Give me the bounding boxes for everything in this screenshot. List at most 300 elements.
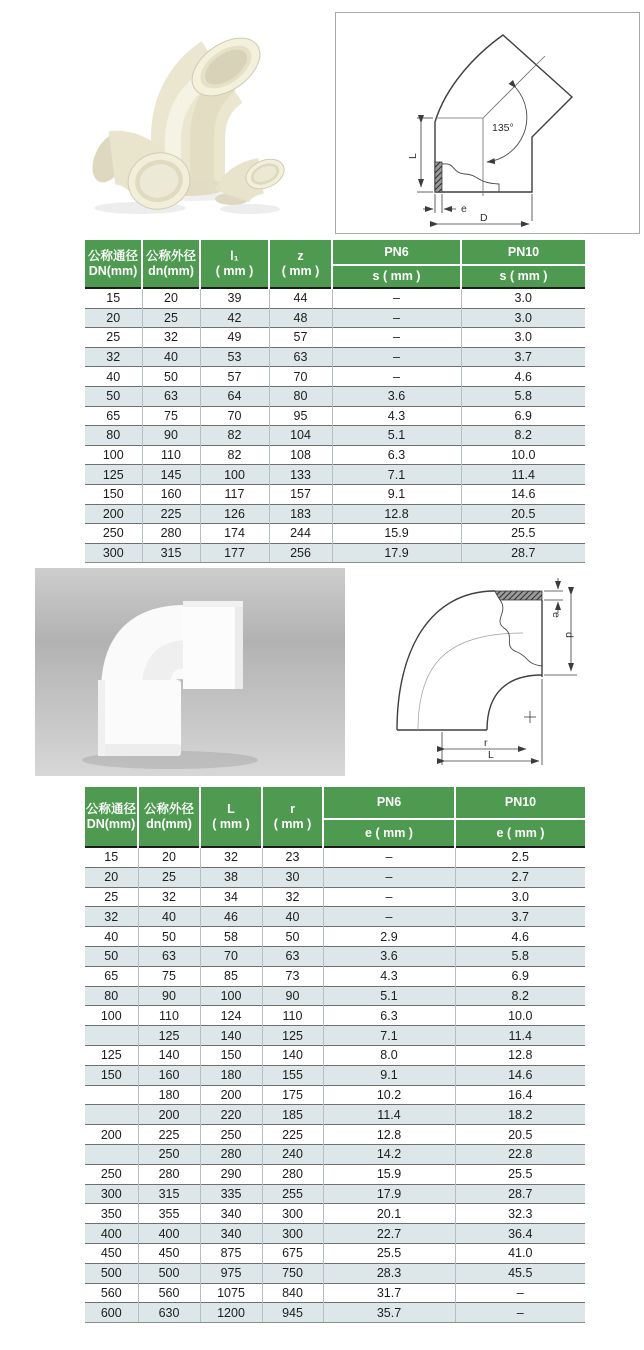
table-cell: – [332,367,461,387]
table-cell: 200 [138,1105,200,1125]
table-cell: 200 [85,504,142,524]
table-cell: 25 [138,867,200,887]
elbow-90-diagram [390,565,640,775]
dim-label-e: e [550,612,562,618]
table-cell: 34 [200,887,262,907]
table-row [85,1045,585,1065]
table-cell: 150 [200,1045,262,1065]
table-cell: 15.9 [323,1164,455,1184]
table-cell: 200 [200,1085,262,1105]
table-cell: 126 [200,504,269,524]
table-cell: 63 [269,347,332,367]
table-cell: 11.4 [461,465,585,485]
col-header-pn10: PN10 [461,240,585,265]
table-cell: 32 [85,907,138,927]
header-line: r [290,801,295,816]
table-cell: 500 [85,1263,138,1283]
table-cell: – [332,347,461,367]
table-cell: 150 [85,484,142,504]
header-line: DN(mm) [86,816,136,831]
table-cell: 240 [262,1144,323,1164]
table-cell: – [332,288,461,308]
table-cell: 355 [138,1204,200,1224]
table-cell: – [332,308,461,328]
table-cell: 133 [269,465,332,485]
table-cell: 32 [138,887,200,907]
table-cell: 600 [85,1303,138,1323]
table-cell: – [323,867,455,887]
table-cell: 110 [142,445,200,465]
table-cell: 560 [85,1283,138,1303]
table-row [85,867,585,887]
table-cell: 180 [138,1085,200,1105]
table-cell: 53 [200,347,269,367]
col-header-dn [85,240,142,288]
table-cell: 32 [262,887,323,907]
header-line: 公称外径 [143,801,194,816]
table-cell: 12.8 [455,1045,585,1065]
table-row [85,1204,585,1224]
table-cell: 250 [200,1125,262,1145]
table-cell: 28.7 [461,543,585,563]
table-cell: 14.2 [323,1144,455,1164]
table-cell: 6.3 [332,445,461,465]
table-row [85,308,585,328]
table-cell: 90 [138,986,200,1006]
table-cell: 124 [200,1006,262,1026]
table-cell: 110 [138,1006,200,1026]
table-row [85,504,585,524]
table-row [85,484,585,504]
table-cell: 2.5 [455,847,585,867]
header-line: dn(mm) [148,263,194,278]
table-cell: 11.4 [455,1026,585,1046]
table-cell: 12.8 [332,504,461,524]
table-cell: 125 [85,465,142,485]
product-photo-90-elbow [35,568,345,776]
table-row [85,1085,585,1105]
table-cell: 10.0 [455,1006,585,1026]
col-header-r [262,787,323,847]
table-cell: 3.0 [461,288,585,308]
table-cell: 220 [200,1105,262,1125]
table-cell: 9.1 [332,484,461,504]
table-cell: 70 [200,406,269,426]
table-cell: 82 [200,445,269,465]
table-cell [85,1085,138,1105]
table-cell: 40 [262,907,323,927]
table-cell: 58 [200,927,262,947]
table-cell: 63 [262,946,323,966]
table-cell: 10.0 [461,445,585,465]
table-row [85,367,585,387]
table-cell: 50 [85,946,138,966]
table-cell: 110 [262,1006,323,1026]
table-cell: 3.6 [332,386,461,406]
col-header-l1 [200,240,269,288]
header-line: dn(mm) [146,816,192,831]
table-cell: 73 [262,966,323,986]
table-cell: 100 [200,465,269,485]
table-cell: 31.7 [323,1283,455,1303]
product-photo-45-elbow [60,10,330,235]
table-cell: 32 [200,847,262,867]
table-cell: 3.7 [455,907,585,927]
table-cell: 2.9 [323,927,455,947]
table-cell: 36.4 [455,1224,585,1244]
table-cell: 50 [142,367,200,387]
table-cell: 675 [262,1243,323,1263]
angle-label: 135° [492,122,514,134]
table-cell: 85 [200,966,262,986]
table-cell: 140 [138,1045,200,1065]
table-cell [85,1144,138,1164]
table-cell: 750 [262,1263,323,1283]
table-cell: 125 [85,1045,138,1065]
table-cell: 340 [200,1224,262,1244]
table-cell: 32 [142,328,200,348]
table-row [85,1105,585,1125]
table-row [85,1263,585,1283]
table-cell: 3.0 [455,887,585,907]
table-cell: 300 [85,1184,138,1204]
table-cell [85,1026,138,1046]
header-line: ( mm ) [281,263,320,278]
table-row [85,406,585,426]
table-cell: 10.2 [323,1085,455,1105]
table-cell: 125 [138,1026,200,1046]
table-cell: 315 [138,1184,200,1204]
table-body [85,847,585,1323]
table-cell: 400 [85,1224,138,1244]
table-cell: 40 [85,367,142,387]
table-cell: 3.0 [461,328,585,348]
table-cell: 100 [200,986,262,1006]
header-line: z [297,248,304,263]
header-line: 公称通径 [85,801,136,816]
table-row [85,946,585,966]
col-header-pn10: PN10 [455,787,585,819]
table-cell: 70 [200,946,262,966]
table-cell: 7.1 [332,465,461,485]
header-line: 公称外径 [145,248,196,263]
table-cell: 16.4 [455,1085,585,1105]
table-cell: 90 [262,986,323,1006]
table-cell: 177 [200,543,269,563]
table-cell: 840 [262,1283,323,1303]
dim-label-d: D [480,212,488,224]
table-cell: 50 [85,386,142,406]
table-cell: 25 [85,328,142,348]
table-row [85,543,585,563]
table-cell: 35.7 [323,1303,455,1323]
table-cell: 15 [85,288,142,308]
table-cell: 100 [85,1006,138,1026]
table-cell: 157 [269,484,332,504]
header-line: DN(mm) [88,263,138,278]
table-row [85,887,585,907]
table-cell: 6.3 [323,1006,455,1026]
table-cell: 175 [262,1085,323,1105]
table-cell: 25.5 [455,1164,585,1184]
table-cell: 104 [269,426,332,446]
table-cell: – [455,1283,585,1303]
table-cell: 75 [138,966,200,986]
table-cell: 50 [138,927,200,947]
table-cell: 28.7 [455,1184,585,1204]
table-cell: 315 [142,543,200,563]
table-cell: 1200 [200,1303,262,1323]
table-cell: 450 [85,1243,138,1263]
table-cell: 300 [262,1224,323,1244]
table-row [85,966,585,986]
table-cell: 108 [269,445,332,465]
col-subheader-pn6-s: s ( mm ) [332,265,461,288]
table-row [85,1144,585,1164]
table-cell: 630 [138,1303,200,1323]
table-cell: 20.5 [461,504,585,524]
table-cell: 3.0 [461,308,585,328]
table-cell: 22.8 [455,1144,585,1164]
table-row [85,328,585,348]
table-cell: 57 [269,328,332,348]
table-cell: 117 [200,484,269,504]
table-cell: 7.1 [323,1026,455,1046]
table-row [85,465,585,485]
table-cell: 15 [85,847,138,867]
col-header-outer-dia [142,240,200,288]
table-row [85,986,585,1006]
table-cell: 80 [269,386,332,406]
table-cell: 42 [200,308,269,328]
table-row [85,907,585,927]
table-cell: 64 [200,386,269,406]
table-cell: 225 [142,504,200,524]
table-cell: 250 [85,1164,138,1184]
table-row [85,1006,585,1026]
table-cell: 12.8 [323,1125,455,1145]
table-cell: 50 [262,927,323,947]
table-cell: 41.0 [455,1243,585,1263]
header-line: ( mm ) [215,263,254,278]
table-cell: 70 [269,367,332,387]
table-cell: 5.1 [323,986,455,1006]
table-cell: 18.2 [455,1105,585,1125]
table-cell: 125 [262,1026,323,1046]
table-cell: 46 [200,907,262,927]
table-cell: 2.7 [455,867,585,887]
table-cell: 14.6 [455,1065,585,1085]
table-cell: 8.2 [461,426,585,446]
table-cell: 45.5 [455,1263,585,1283]
table-cell: 4.6 [455,927,585,947]
header-line: 公称通径 [87,248,138,263]
table-cell: 8.0 [323,1045,455,1065]
table-row [85,1026,585,1046]
table-cell: 256 [269,543,332,563]
table-cell: 100 [85,445,142,465]
table-cell: 150 [85,1065,138,1085]
header-line: l₁ [230,248,239,263]
technical-diagram-90-elbow [390,565,640,775]
table-cell: 25 [142,308,200,328]
table-cell: 5.8 [461,386,585,406]
table-cell: 160 [138,1065,200,1085]
table-cell: 875 [200,1243,262,1263]
table-cell: 300 [85,543,142,563]
table-cell [85,1105,138,1125]
table-row [85,1224,585,1244]
table-cell: 174 [200,524,269,544]
table-cell: 40 [138,907,200,927]
table-cell: 180 [200,1065,262,1085]
table-cell: 40 [142,347,200,367]
dim-label-d: d [563,632,575,638]
table-cell: 39 [200,288,269,308]
table-cell: 49 [200,328,269,348]
table-row [85,927,585,947]
col-header-pn6: PN6 [332,240,461,265]
dim-label-l: L [407,153,419,159]
table-cell: 945 [262,1303,323,1323]
table-cell: 400 [138,1224,200,1244]
table-cell: 225 [262,1125,323,1145]
table-row [85,1065,585,1085]
table-row [85,1303,585,1323]
table-cell: – [323,887,455,907]
table-cell: 280 [200,1144,262,1164]
table-header [85,240,585,288]
table-cell: 5.8 [455,946,585,966]
table-row [85,524,585,544]
table-cell: 25.5 [461,524,585,544]
table-cell: 255 [262,1184,323,1204]
table-cell: 3.7 [461,347,585,367]
table-body [85,288,585,563]
table-cell: 25.5 [323,1243,455,1263]
table-row [85,847,585,867]
dim-label-e: e [461,203,467,215]
col-subheader-pn10-e: e ( mm ) [455,819,585,847]
col-subheader-pn10-s: s ( mm ) [461,265,585,288]
table-cell: 250 [85,524,142,544]
table-cell: 6.9 [461,406,585,426]
table-cell: 90 [142,426,200,446]
table-cell: 1075 [200,1283,262,1303]
table-cell: 82 [200,426,269,446]
table-cell: 4.6 [461,367,585,387]
elbow-45-spec-table [85,240,585,563]
table-cell: 225 [138,1125,200,1145]
table-row [85,288,585,308]
table-cell: 335 [200,1184,262,1204]
table-cell: 17.9 [332,543,461,563]
table-cell: 17.9 [323,1184,455,1204]
table-cell: 38 [200,867,262,887]
table-cell: 65 [85,966,138,986]
table-cell: 5.1 [332,426,461,446]
technical-diagram-45-elbow [335,12,640,234]
table-cell: 48 [269,308,332,328]
elbow-90-photo-illustration [35,568,345,776]
col-header-outer-dia [138,787,200,847]
table-cell: 20.5 [455,1125,585,1145]
table-cell: 250 [138,1144,200,1164]
table-cell: 280 [262,1164,323,1184]
table-cell: 63 [142,386,200,406]
table-cell: 290 [200,1164,262,1184]
table-row [85,1243,585,1263]
table-cell: 20 [85,308,142,328]
table-cell: 350 [85,1204,138,1224]
table-cell: 183 [269,504,332,524]
table-cell: 244 [269,524,332,544]
table-cell: 32 [85,347,142,367]
table-cell: – [323,847,455,867]
col-header-L [200,787,262,847]
table-cell: – [455,1303,585,1323]
table-row [85,1184,585,1204]
table-cell: 32.3 [455,1204,585,1224]
table-cell: 4.3 [332,406,461,426]
table-cell: 4.3 [323,966,455,986]
table-cell: 185 [262,1105,323,1125]
table-cell: 8.2 [455,986,585,1006]
table-row [85,1164,585,1184]
table-cell: 340 [200,1204,262,1224]
table-cell: 975 [200,1263,262,1283]
table-cell: 280 [142,524,200,544]
elbow-45-photo-illustration [60,10,330,235]
table-row [85,445,585,465]
table-row [85,1283,585,1303]
table-cell: 65 [85,406,142,426]
table-cell: 80 [85,426,142,446]
dim-label-r: r [484,737,488,749]
col-header-pn6: PN6 [323,787,455,819]
table-cell: 160 [142,484,200,504]
table-row [85,1125,585,1145]
table-cell: 20.1 [323,1204,455,1224]
table-cell: 140 [200,1026,262,1046]
table-cell: 28.3 [323,1263,455,1283]
elbow-90-spec-table [85,787,585,1323]
table-cell: 145 [142,465,200,485]
table-cell: 300 [262,1204,323,1224]
table-cell: 500 [138,1263,200,1283]
table-cell: 75 [142,406,200,426]
table-cell: 155 [262,1065,323,1085]
col-subheader-pn6-e: e ( mm ) [323,819,455,847]
table-cell: 450 [138,1243,200,1263]
header-line: ( mm ) [273,816,312,831]
dim-label-l: L [488,749,494,761]
table-cell: 200 [85,1125,138,1145]
table-cell: 20 [142,288,200,308]
table-cell: – [323,907,455,927]
table-row [85,426,585,446]
table-cell: 80 [85,986,138,1006]
table-cell: 3.6 [323,946,455,966]
header-line: L [227,801,235,816]
col-header-z [269,240,332,288]
table-cell: 14.6 [461,484,585,504]
table-row [85,386,585,406]
table-cell: 40 [85,927,138,947]
table-cell: – [332,328,461,348]
table-cell: 44 [269,288,332,308]
table-cell: 57 [200,367,269,387]
